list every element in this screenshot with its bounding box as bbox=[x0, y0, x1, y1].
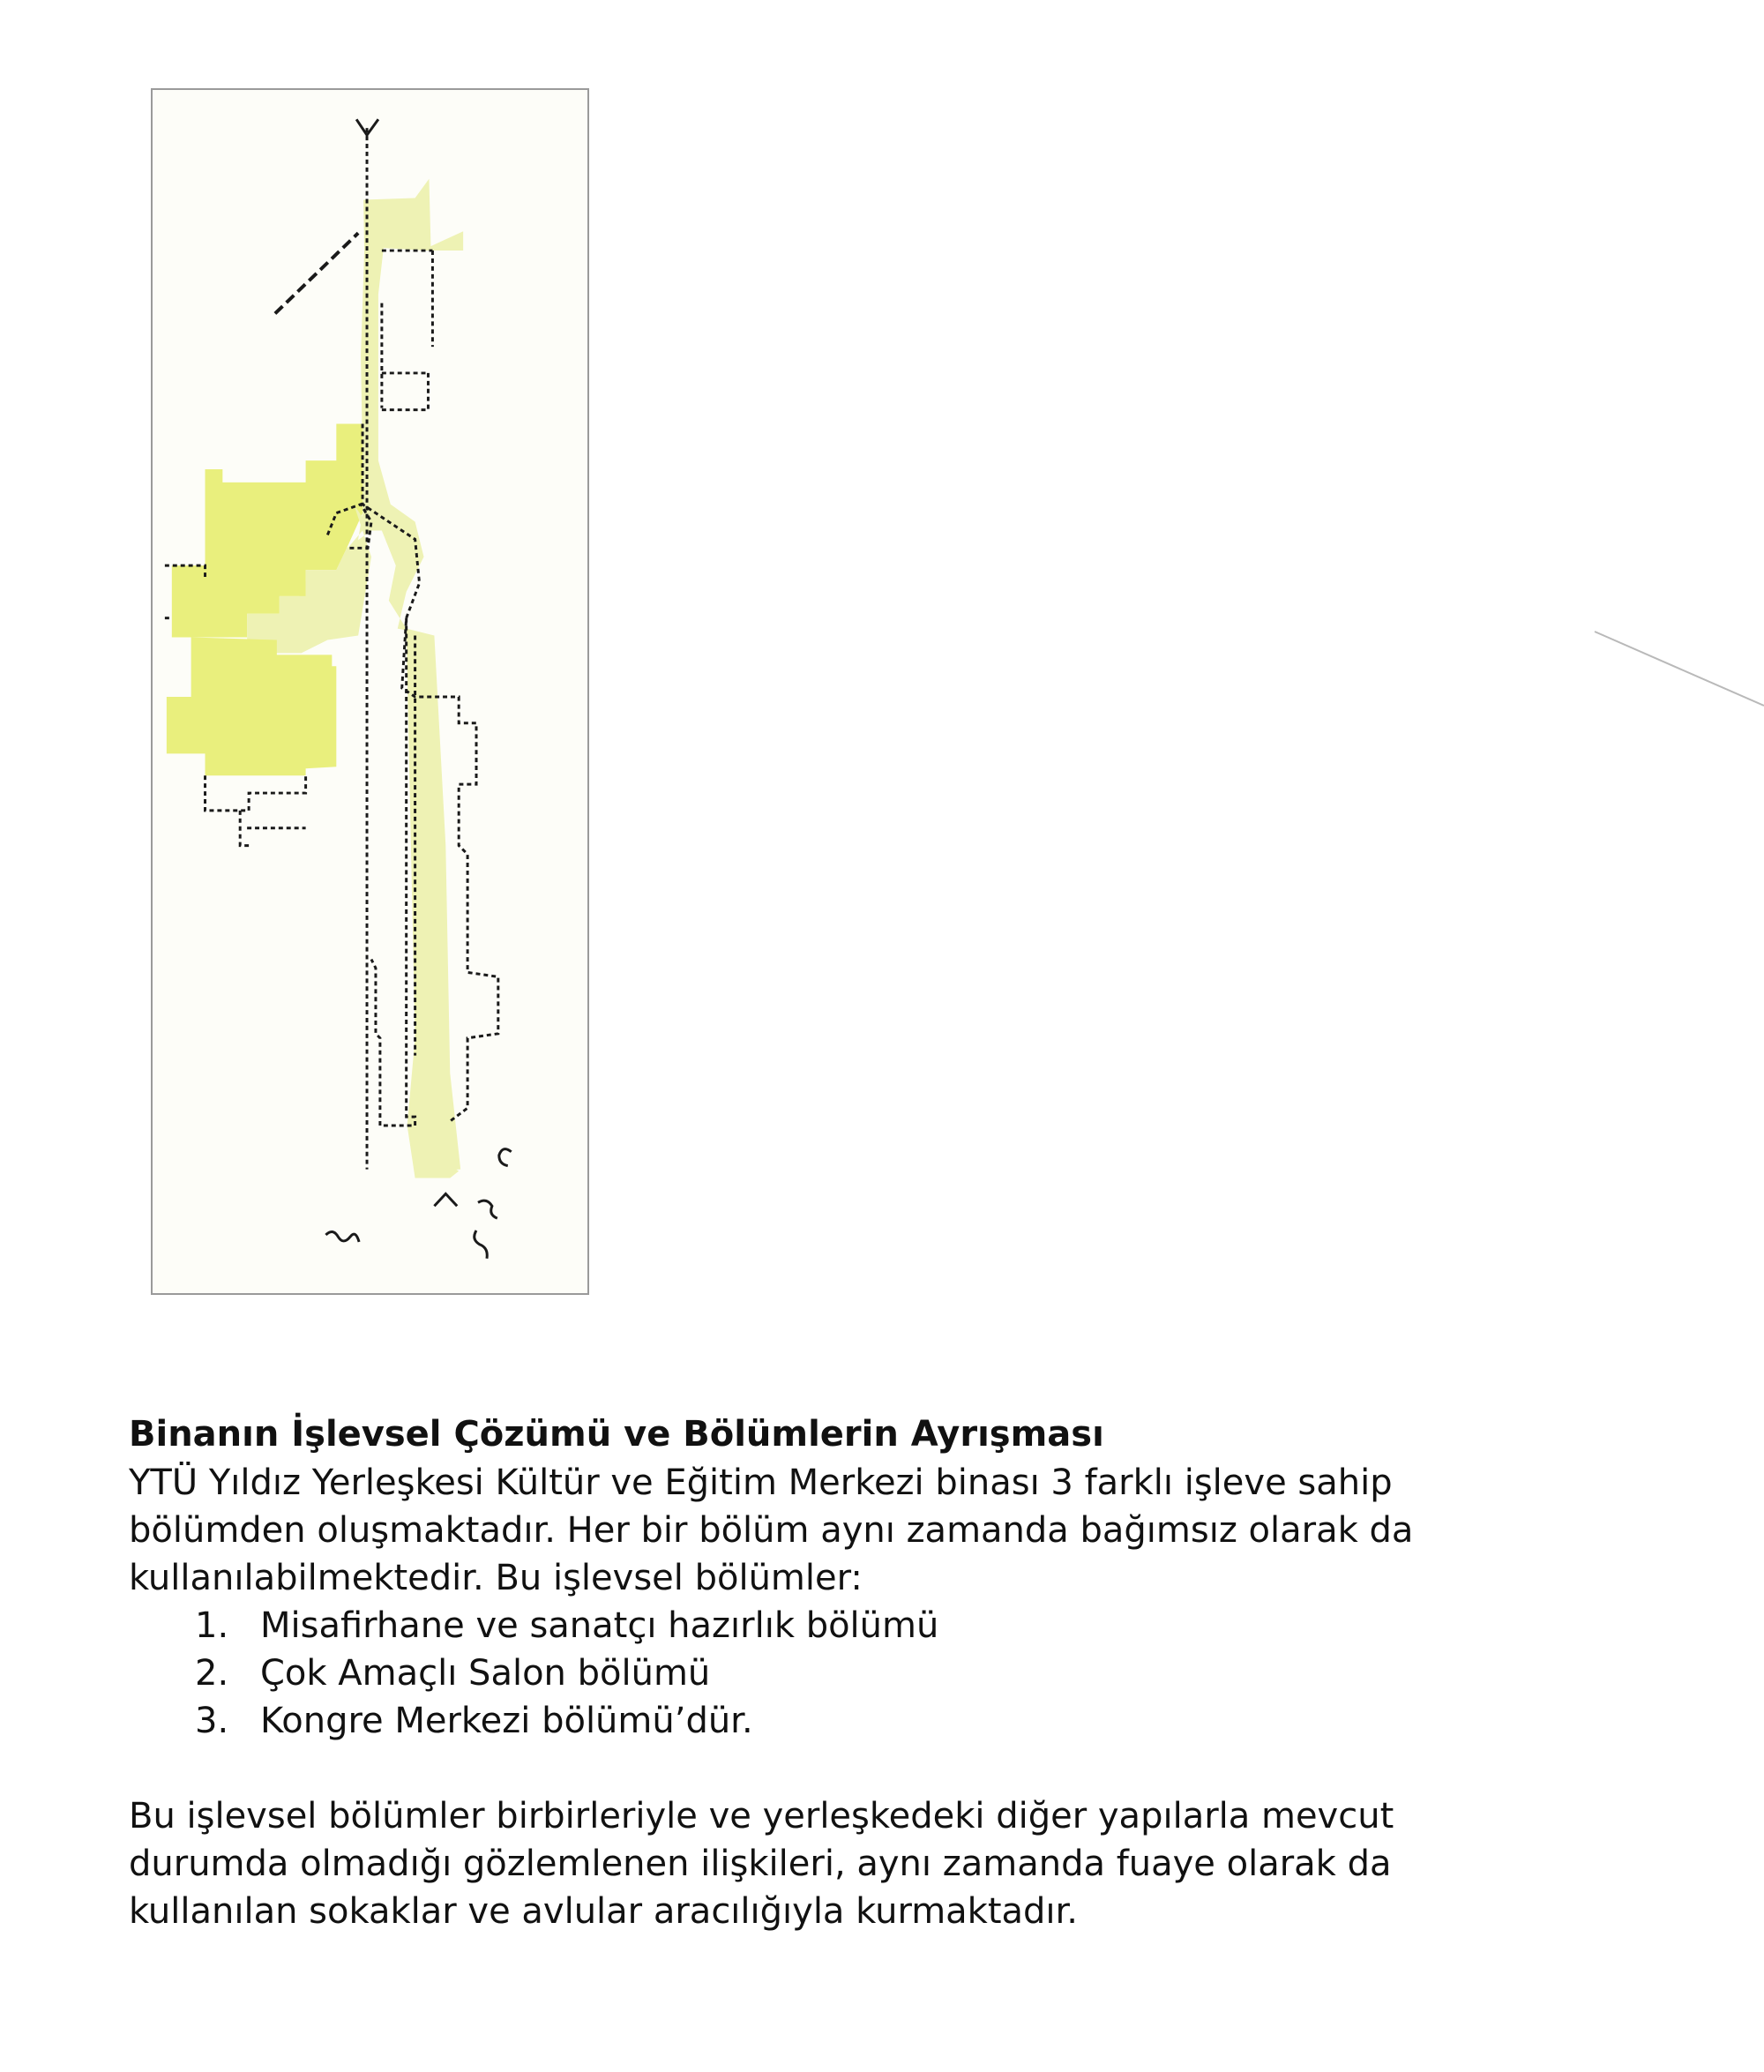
closing-line: kullanılan sokaklar ve avlular aracılığıyla kurmaktadır. bbox=[129, 1891, 1079, 1932]
list-text: Çok Amaçlı Salon bölümü bbox=[260, 1653, 711, 1694]
list-item bbox=[195, 1602, 1646, 1649]
list-item bbox=[195, 1649, 1646, 1697]
site-plan-figure bbox=[151, 88, 589, 1295]
list-number: 2. bbox=[195, 1653, 229, 1694]
intro-paragraph bbox=[129, 1459, 1646, 1602]
stray-line-mark bbox=[1588, 617, 1764, 723]
south-marker bbox=[434, 1193, 457, 1206]
site-plan-drawing bbox=[153, 90, 587, 1293]
closing-paragraph bbox=[129, 1792, 1646, 1935]
intro-line: kullanılabilmektedir. Bu işlevsel bölümler: bbox=[129, 1558, 863, 1598]
multipurpose-hall-block bbox=[167, 637, 336, 775]
intro-line: bölümden oluşmaktadır. Her bir bölüm aynı zamanda bağımsız olarak da bbox=[129, 1510, 1414, 1551]
list-number: 1. bbox=[195, 1605, 229, 1646]
list-text: Misafirhane ve sanatçı hazırlık bölümü bbox=[260, 1605, 939, 1646]
section-heading: Binanın İşlevsel Çözümü ve Bölümlerin Ayrışması bbox=[129, 1414, 1104, 1455]
list-text: Kongre Merkezi bölümü’dür. bbox=[260, 1701, 753, 1741]
closing-line: Bu işlevsel bölümler birbirleriyle ve yerleşkedeki diğer yapılarla mevcut bbox=[129, 1796, 1394, 1836]
north-marker bbox=[356, 119, 378, 135]
list-number: 3. bbox=[195, 1701, 229, 1741]
closing-line: durumda olmadığı gözlemlenen ilişkileri, aynı zamanda fuaye olarak da bbox=[129, 1844, 1392, 1884]
document-text bbox=[129, 1410, 1646, 1935]
list-item bbox=[195, 1697, 1646, 1745]
function-list bbox=[129, 1602, 1646, 1745]
intro-line: YTÜ Yıldız Yerleşkesi Kültür ve Eğitim Merkezi binası 3 farklı işleve sahip bbox=[129, 1462, 1393, 1503]
access-road-line bbox=[275, 233, 358, 313]
